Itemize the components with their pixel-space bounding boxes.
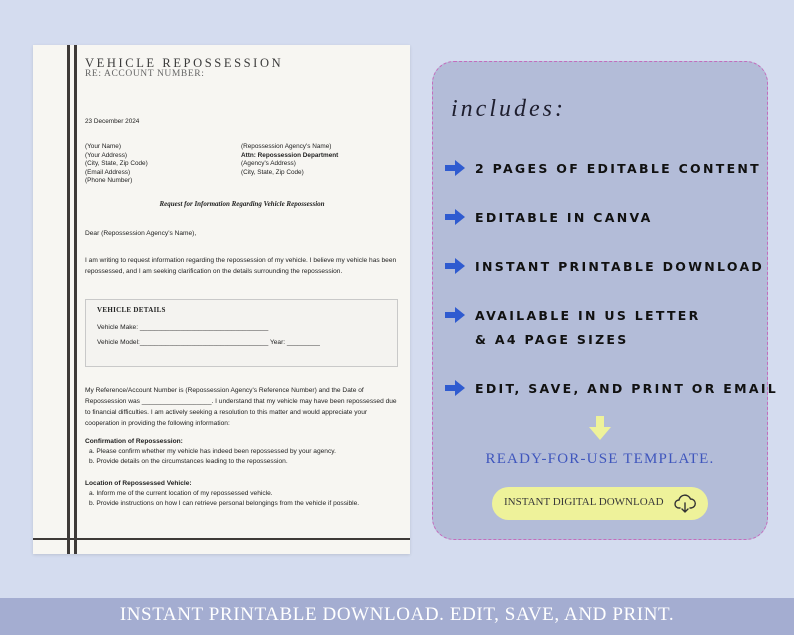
document-title: VEHICLE REPOSSESSION	[85, 56, 284, 70]
sender-phone: (Phone Number)	[85, 177, 133, 185]
ready-tagline: READY-FOR-USE TEMPLATE.	[485, 451, 715, 467]
salutation: Dear (Repossession Agency's Name),	[85, 230, 197, 237]
banner-text: INSTANT PRINTABLE DOWNLOAD. EDIT, SAVE, AND PRINT.	[119, 604, 675, 625]
cloud-download-icon	[674, 494, 696, 514]
document-preview	[33, 45, 410, 554]
list-item: b. Provide details on the circumstances leading to the repossession.	[89, 458, 288, 465]
right-arrow-icon	[445, 307, 465, 323]
letter-date: 23 December 2024	[85, 118, 140, 125]
paragraph-reference: My Reference/Account Number is (Repossession Agency's Reference Number) and the Date of Repossession was ___________________. I understand that my vehicle may have been repossessed due to financial difficulties. I am actively seeking a resolution to this matter and would appreciate your cooperation in providing the following information:	[85, 387, 397, 427]
letter-heading: Request for Information Regarding Vehicle Repossession	[159, 200, 325, 208]
section-location	[85, 479, 403, 509]
bottom-banner	[0, 598, 794, 635]
right-arrow-icon	[445, 209, 465, 225]
recipient-street: (Agency's Address)	[241, 160, 296, 168]
recipient-address	[241, 143, 338, 177]
feature-label-continued: & A4 PAGE SIZES	[475, 332, 629, 347]
recipient-attn: Attn: Repossession Department	[241, 151, 339, 159]
download-button[interactable]	[492, 487, 708, 520]
list-item: a. Inform me of the current location of my repossessed vehicle.	[89, 490, 273, 497]
list-item: a. Please confirm whether my vehicle has indeed been repossessed by your agency.	[89, 448, 336, 455]
document-subtitle: RE: ACCOUNT NUMBER:	[85, 69, 205, 79]
download-button-label: INSTANT DIGITAL DOWNLOAD	[504, 496, 664, 508]
feature-label: EDITABLE IN CANVA	[475, 210, 653, 225]
document-bottom-rule	[33, 538, 410, 540]
vehicle-make-field: Vehicle Make: ___________________________________	[97, 324, 269, 331]
sender-email: (Email Address)	[85, 168, 131, 176]
feature-label: AVAILABLE IN US LETTER	[475, 308, 701, 323]
vehicle-details-box	[85, 299, 398, 367]
paragraph-intro: I am writing to request information regarding the repossession of my vehicle. I believe my vehicle has been repossessed, and I am seeking clarification on the details surrounding the repossession.	[85, 257, 397, 275]
section-heading: Confirmation of Repossession:	[85, 438, 183, 445]
section-heading: Location of Repossessed Vehicle:	[85, 480, 192, 487]
document-left-rule-inner	[74, 45, 77, 554]
vehicle-model-field: Vehicle Model:___________________________________ Year: _________	[97, 339, 320, 346]
includes-title: includes:	[451, 96, 566, 122]
feature-label: INSTANT PRINTABLE DOWNLOAD	[475, 259, 765, 274]
feature-label: 2 PAGES OF EDITABLE CONTENT	[475, 161, 762, 176]
section-confirmation	[85, 437, 403, 467]
sender-name: (Your Name)	[85, 143, 121, 150]
sender-street: (Your Address)	[85, 151, 128, 159]
document-left-rule	[67, 45, 70, 554]
includes-panel	[432, 61, 779, 540]
list-item: b. Provide instructions on how I can retrieve personal belongings from the vehicle if possible.	[89, 500, 360, 507]
sender-city: (City, State, Zip Code)	[85, 160, 148, 168]
right-arrow-icon	[445, 380, 465, 396]
vehicle-details-title: VEHICLE DETAILS	[97, 306, 166, 314]
recipient-city: (City, State, Zip Code)	[241, 168, 304, 176]
right-arrow-icon	[445, 258, 465, 274]
sender-address	[85, 143, 148, 186]
right-arrow-icon	[445, 160, 465, 176]
recipient-name: (Repossession Agency's Name)	[241, 143, 332, 150]
down-arrow-icon	[589, 416, 611, 440]
feature-label: EDIT, SAVE, AND PRINT OR EMAIL	[475, 381, 779, 396]
